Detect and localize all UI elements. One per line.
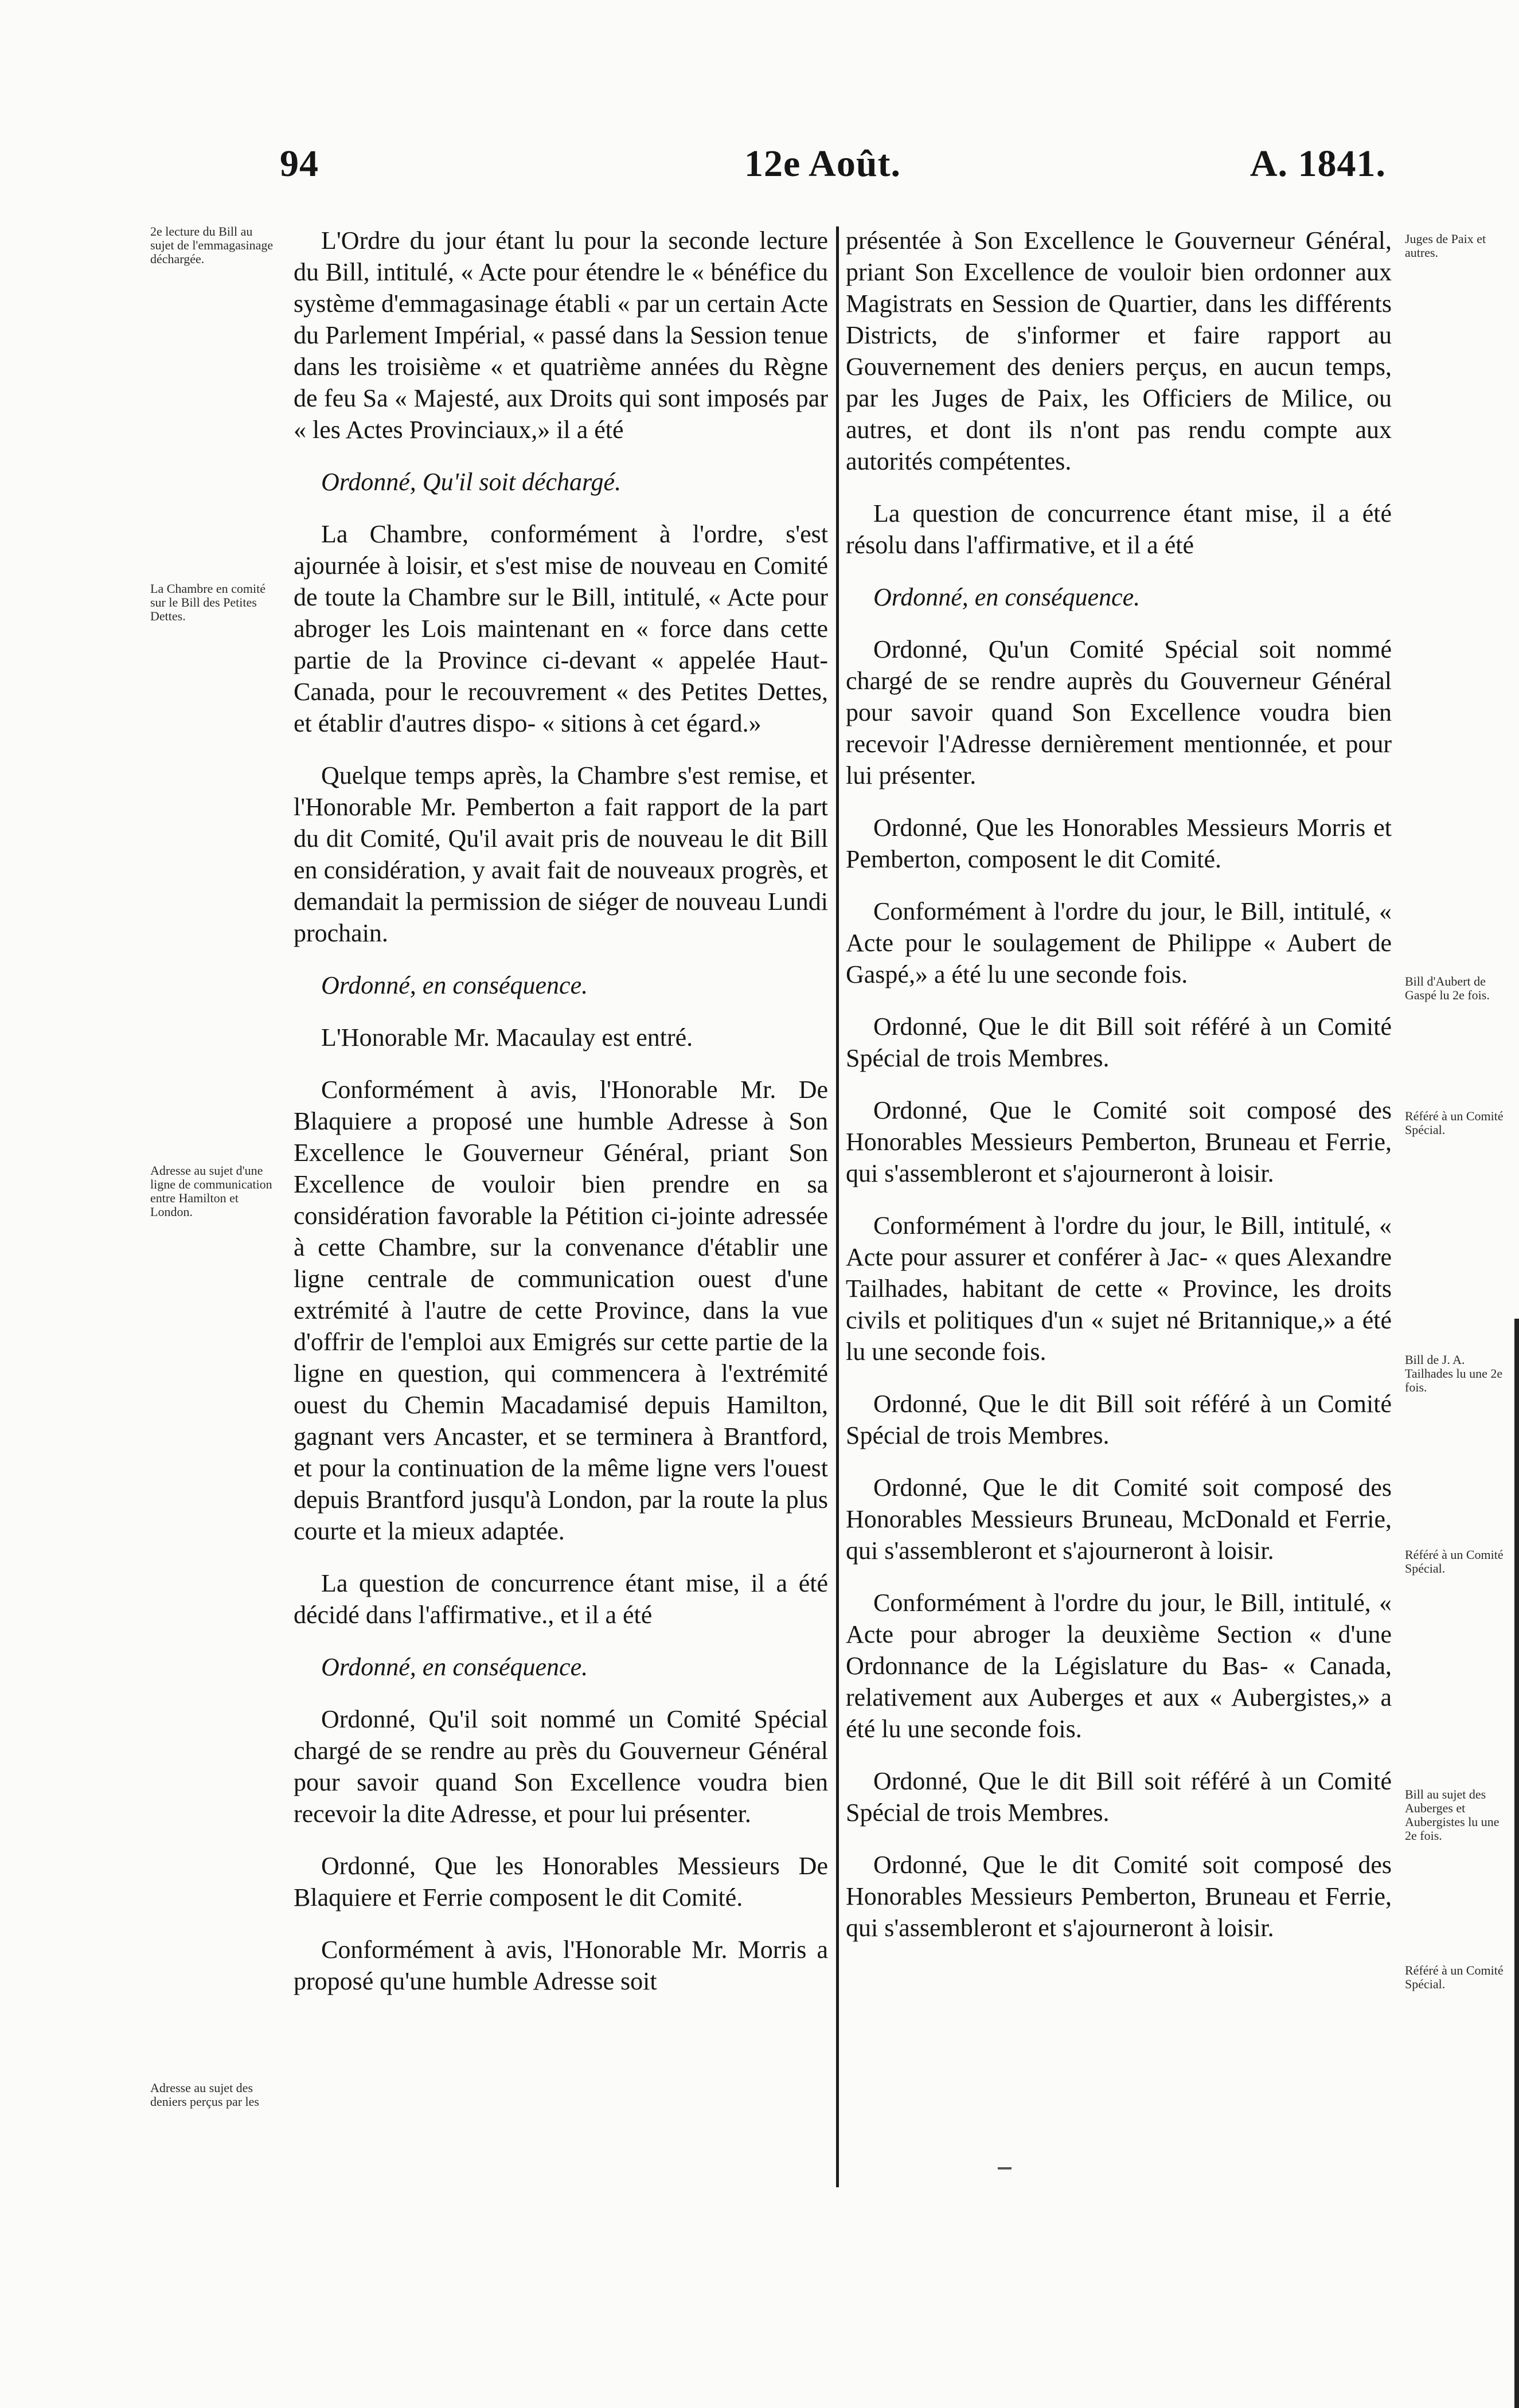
page-number: 94 <box>280 143 319 185</box>
paragraph: Ordonné, en conséquence. <box>321 1653 588 1681</box>
paragraph: Conformément à l'ordre du jour, le Bill, intitulé, « Acte pour assurer et conférer à Jac- « ques Alexandre Tailhades, habitant de cette « Province, les droits civils et politiques d'un « sujet né Britannique,» a été lu une seconde fois. <box>846 1211 1392 1366</box>
paragraph: Ordonné, Que le dit Bill soit référé à un Comité Spécial de trois Membres. <box>846 1767 1392 1827</box>
paragraph: présentée à Son Excellence le Gouverneur Général, priant Son Excellence de vouloir bien ordonner aux Magistrats en Session de Quartier, dans les différents Districts, de s'informer et faire rapport au Gouvernement des deniers perçus, en aucun temps, par les Juges de Paix, les Officiers de Milice, ou autres, et dont ils n'ont pas rendu compte aux autorités compétentes. <box>846 226 1392 475</box>
paragraph: Ordonné, Que le dit Comité soit composé des Honorables Messieurs Bruneau, McDonald et Ferrie, qui s'assembleront et s'ajourneront à loisir. <box>846 1473 1392 1565</box>
column-divider <box>836 226 839 2187</box>
paragraph: L'Ordre du jour étant lu pour la seconde lecture du Bill, intitulé, « Acte pour étendre le « bénéfice du système d'emmagasinage établi « par un certain Acte du Parlement Impérial, « passé dans la Session tenue dans les troisième « et quatrième années du Règne de feu Sa « Majesté, aux Droits qui sont imposés par « les Actes Provinciaux,» il a été <box>294 226 828 444</box>
paragraph: La question de concurrence étant mise, il a été résolu dans l'affirmative, et il a été <box>846 499 1392 559</box>
margin-note-right: Bill de J. A. Tailhades lu une 2e fois. <box>1405 1352 1503 1394</box>
paragraph: Ordonné, en conséquence. <box>321 971 588 999</box>
margin-note-right: Référé à un Comité Spécial. <box>1405 1547 1504 1576</box>
margin-note-right: Bill au sujet des Auberges et Aubergistes lu une 2e fois. <box>1405 1787 1500 1843</box>
margin-note-right: Juges de Paix et autres. <box>1405 232 1486 260</box>
margin-note-right: Référé à un Comité Spécial. <box>1405 1963 1504 1991</box>
paragraph: Ordonné, Qu'un Comité Spécial soit nommé chargé de se rendre auprès du Gouverneur Général pour savoir quand Son Excellence voudra bien recevoir l'Adresse dernièrement mentionnée, et pour lui présenter. <box>846 635 1392 789</box>
paragraph: Ordonné, en conséquence. <box>873 583 1141 611</box>
paragraph: L'Honorable Mr. Macaulay est entré. <box>321 1023 693 1051</box>
running-header <box>0 142 1519 194</box>
left-column <box>294 225 828 2018</box>
margin-note-left: Adresse au sujet des deniers perçus par les <box>150 2081 259 2109</box>
right-column <box>846 225 1392 1964</box>
paragraph: Quelque temps après, la Chambre s'est remise, et l'Honorable Mr. Pemberton a fait rapport de la part du dit Comité, Qu'il avait pris de nouveau le dit Bill en considération, y avait fait de nouveaux progrès, et demandait la permission de siéger de nouveau Lundi prochain. <box>294 761 828 947</box>
paragraph: Conformément à l'ordre du jour, le Bill, intitulé, « Acte pour abroger la deuxième Section « d'une Ordonnance de la Législature du Bas- « Canada, relativement aux Auberges et aux « Aubergistes,» a été lu une seconde fois. <box>846 1589 1392 1743</box>
paragraph: Conformément à avis, l'Honorable Mr. Morris a proposé qu'une humble Adresse soit <box>294 1936 828 1995</box>
margin-note-right: Référé à un Comité Spécial. <box>1405 1109 1504 1137</box>
end-dash <box>998 2167 1012 2169</box>
paragraph: Ordonné, Que le Comité soit composé des Honorables Messieurs Pemberton, Bruneau et Ferrie, qui s'assembleront et s'ajourneront à loisir. <box>846 1096 1392 1187</box>
margin-note-left: Adresse au sujet d'une ligne de communication entre Hamilton et London. <box>150 1163 272 1219</box>
paragraph: Conformément à l'ordre du jour, le Bill, intitulé, « Acte pour le soulagement de Philippe « Aubert de Gaspé,» a été lu une seconde fois. <box>846 897 1392 988</box>
margin-note-right: Bill d'Aubert de Gaspé lu 2e fois. <box>1405 974 1490 1002</box>
header-date: 12e Août. <box>744 143 901 185</box>
paragraph: La Chambre, conformément à l'ordre, s'est ajournée à loisir, et s'est mise de nouveau en Comité de toute la Chambre sur le Bill, intitulé, « Acte pour abroger les Lois maintenant en « force dans cette partie de la Province ci-devant « appelée Haut-Canada, pour le recouvrement « des Petites Dettes, et établir d'autres dispo- « sitions à cet égard.» <box>294 520 828 737</box>
header-year: A. 1841. <box>1249 143 1386 185</box>
paragraph: Ordonné, Que les Honorables Messieurs De Blaquiere et Ferrie composent le dit Comité. <box>294 1852 828 1911</box>
margin-note-left: La Chambre en comité sur le Bill des Petites Dettes. <box>150 581 265 623</box>
paragraph: Ordonné, Qu'il soit déchargé. <box>321 468 622 496</box>
paragraph: Conformément à avis, l'Honorable Mr. De Blaquiere a proposé une humble Adresse à Son Excellence le Gouverneur Général, priant Son Excellence de vouloir bien prendre en sa considération favorable la Pétition ci-jointe adressée à cette Chambre, sur la convenance d'établir une ligne centrale de communication ouest d'une extrémité à l'autre de cette Province, dans la vue d'offrir de l'emploi aux Emigrés sur cette partie de la ligne en question, qui commencera à l'extrémité ouest du Chemin Macadamisé depuis Hamilton, gagnant vers Ancaster, et se terminera à Brantford, et pour la continuation de la même ligne vers l'ouest depuis Brantford jusqu'à London, par la route la plus courte et la mieux adaptée. <box>294 1076 828 1545</box>
paragraph: Ordonné, Que le dit Bill soit référé à un Comité Spécial de trois Membres. <box>846 1013 1392 1072</box>
paragraph: La question de concurrence étant mise, il a été décidé dans l'affirmative., et il a été <box>294 1569 828 1629</box>
paragraph: Ordonné, Que le dit Bill soit référé à un Comité Spécial de trois Membres. <box>846 1390 1392 1449</box>
margin-note-left: 2e lecture du Bill au sujet de l'emmagasinage déchargée. <box>150 224 274 266</box>
paragraph: Ordonné, Que les Honorables Messieurs Morris et Pemberton, composent le dit Comité. <box>846 814 1392 873</box>
page-edge-shadow <box>1514 1319 1519 2408</box>
paragraph: Ordonné, Que le dit Comité soit composé des Honorables Messieurs Pemberton, Bruneau et Ferrie, qui s'assembleront et s'ajourneront à loisir. <box>846 1851 1392 1942</box>
paragraph: Ordonné, Qu'il soit nommé un Comité Spécial chargé de se rendre au près du Gouverneur Général pour savoir quand Son Excellence voudra bien recevoir la dite Adresse, et pour lui présenter. <box>294 1705 828 1828</box>
